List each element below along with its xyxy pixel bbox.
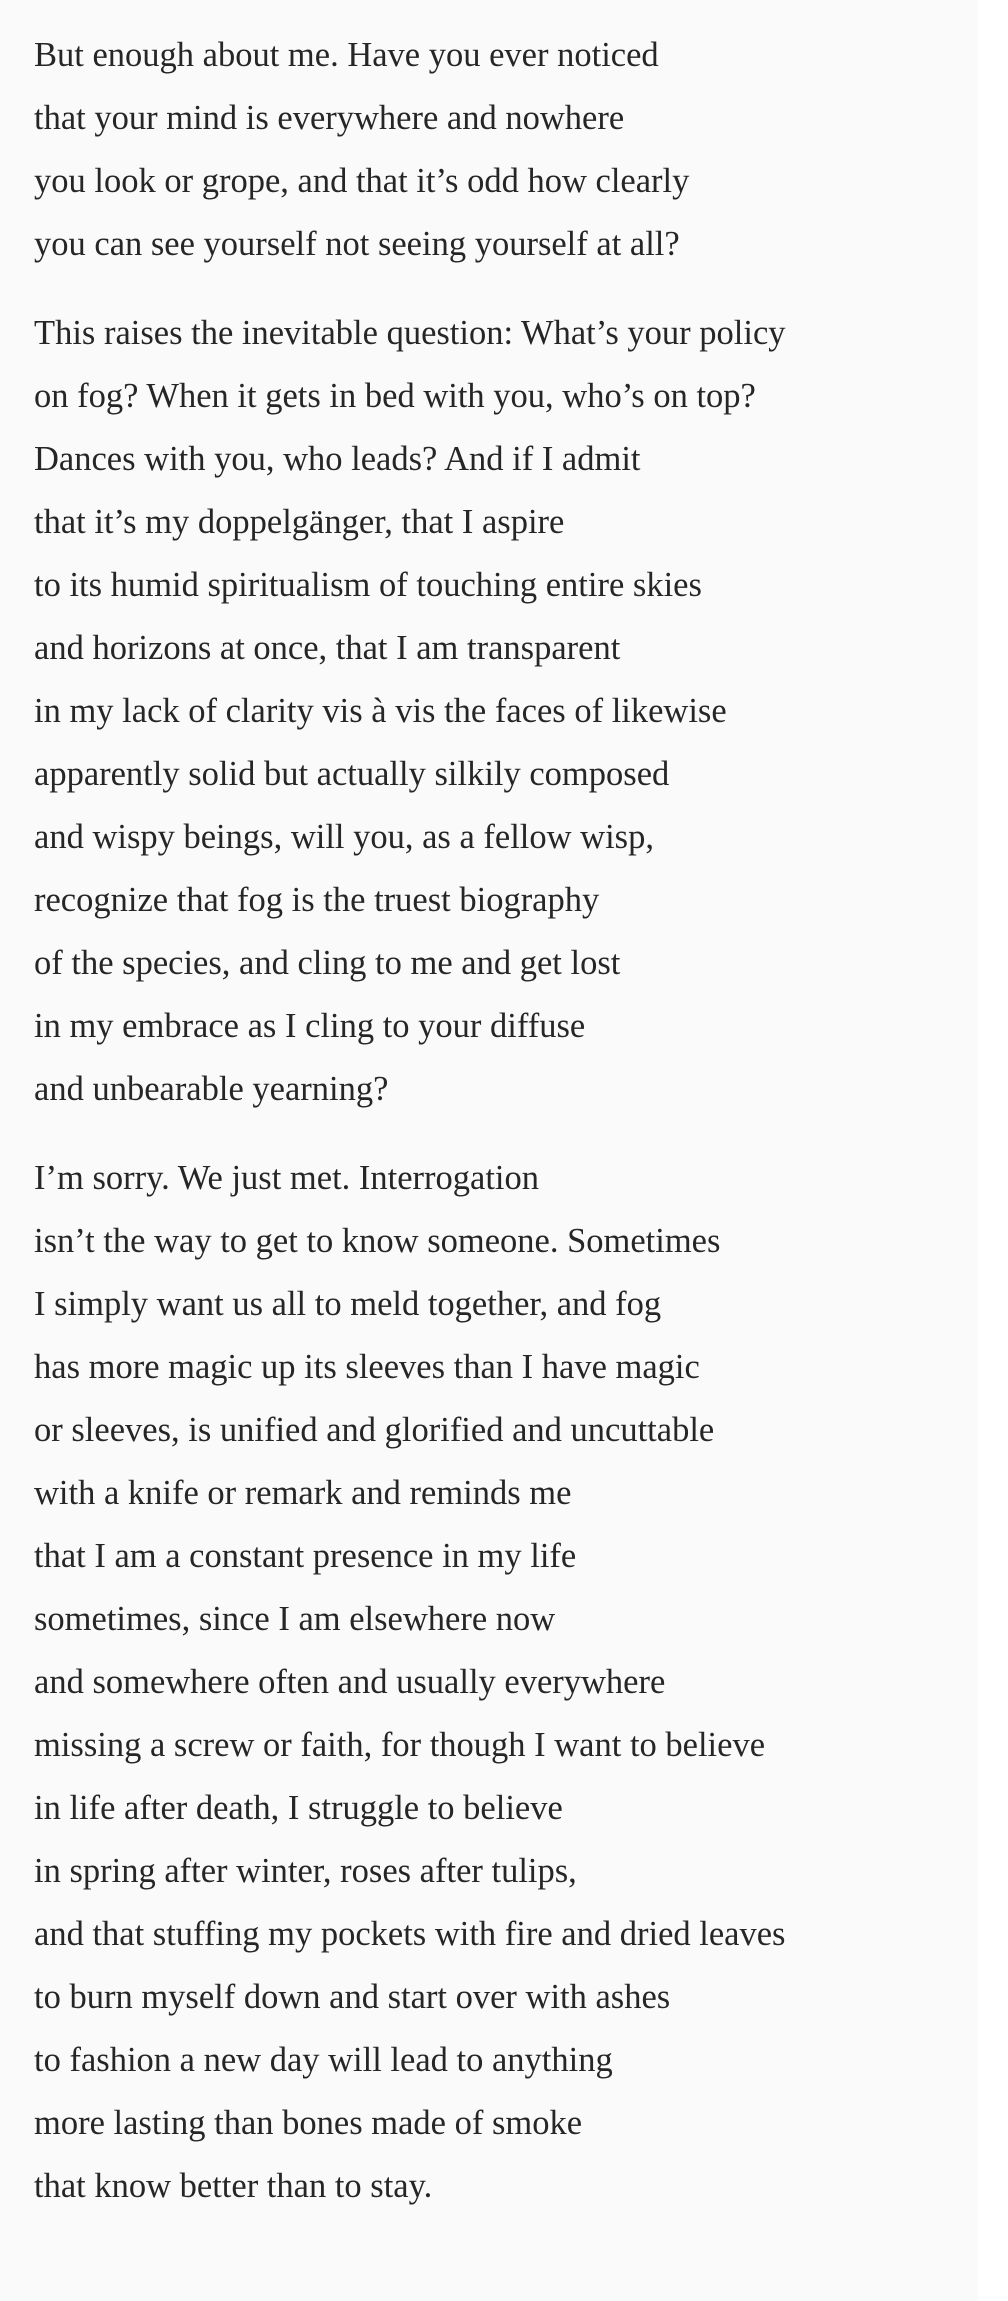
poem-line: on fog? When it gets in bed with you, who’s on top? — [34, 377, 756, 415]
poem-line: to its humid spiritualism of touching entire skies — [34, 566, 702, 604]
poem-line: This raises the inevitable question: What’s your policy — [34, 314, 786, 352]
poem-text — [34, 24, 964, 2244]
poem-line: or sleeves, is unified and glorified and uncuttable — [34, 1411, 715, 1449]
poem-line: and that stuffing my pockets with fire and dried leaves — [34, 1915, 786, 1953]
poem-line: that know better than to stay. — [34, 2167, 433, 2205]
poem-line: with a knife or remark and reminds me — [34, 1474, 572, 1512]
poem-line: and somewhere often and usually everywhere — [34, 1663, 666, 1701]
poem-line: in life after death, I struggle to believe — [34, 1789, 563, 1827]
poem-line: you can see yourself not seeing yourself at all? — [34, 225, 680, 263]
stanza-3 — [34, 1147, 964, 2218]
poem-line: that it’s my doppelgänger, that I aspire — [34, 503, 565, 541]
poem-line: But enough about me. Have you ever noticed — [34, 36, 659, 74]
poem-line: sometimes, since I am elsewhere now — [34, 1600, 556, 1638]
poem-line: that your mind is everywhere and nowhere — [34, 99, 625, 137]
poem-line: and horizons at once, that I am transparent — [34, 629, 621, 667]
poem-line: more lasting than bones made of smoke — [34, 2104, 583, 2142]
poem-line: isn’t the way to get to know someone. Sometimes — [34, 1222, 721, 1260]
poem-line: that I am a constant presence in my life — [34, 1537, 577, 1575]
poem-line: to fashion a new day will lead to anything — [34, 2041, 613, 2079]
stanza-1 — [34, 24, 964, 276]
poem-line: in my lack of clarity vis à vis the faces of likewise — [34, 692, 727, 730]
page-edge — [978, 0, 1008, 2301]
poem-line: I’m sorry. We just met. Interrogation — [34, 1159, 540, 1197]
poem-line: of the species, and cling to me and get lost — [34, 944, 621, 982]
poem-line: you look or grope, and that it’s odd how clearly — [34, 162, 690, 200]
poem-line: and unbearable yearning? — [34, 1070, 389, 1108]
poem-line: and wispy beings, will you, as a fellow wisp, — [34, 818, 654, 856]
poem-line: Dances with you, who leads? And if I admit — [34, 440, 641, 478]
poem-line: recognize that fog is the truest biography — [34, 881, 600, 919]
poem-line: apparently solid but actually silkily composed — [34, 755, 670, 793]
poem-line: missing a screw or faith, for though I want to believe — [34, 1726, 766, 1764]
stanza-2 — [34, 302, 964, 1121]
poem-line: has more magic up its sleeves than I have magic — [34, 1348, 700, 1386]
poem-line: I simply want us all to meld together, and fog — [34, 1285, 662, 1323]
poem-line: in my embrace as I cling to your diffuse — [34, 1007, 586, 1045]
poem-line: to burn myself down and start over with ashes — [34, 1978, 671, 2016]
poem-line: in spring after winter, roses after tulips, — [34, 1852, 577, 1890]
